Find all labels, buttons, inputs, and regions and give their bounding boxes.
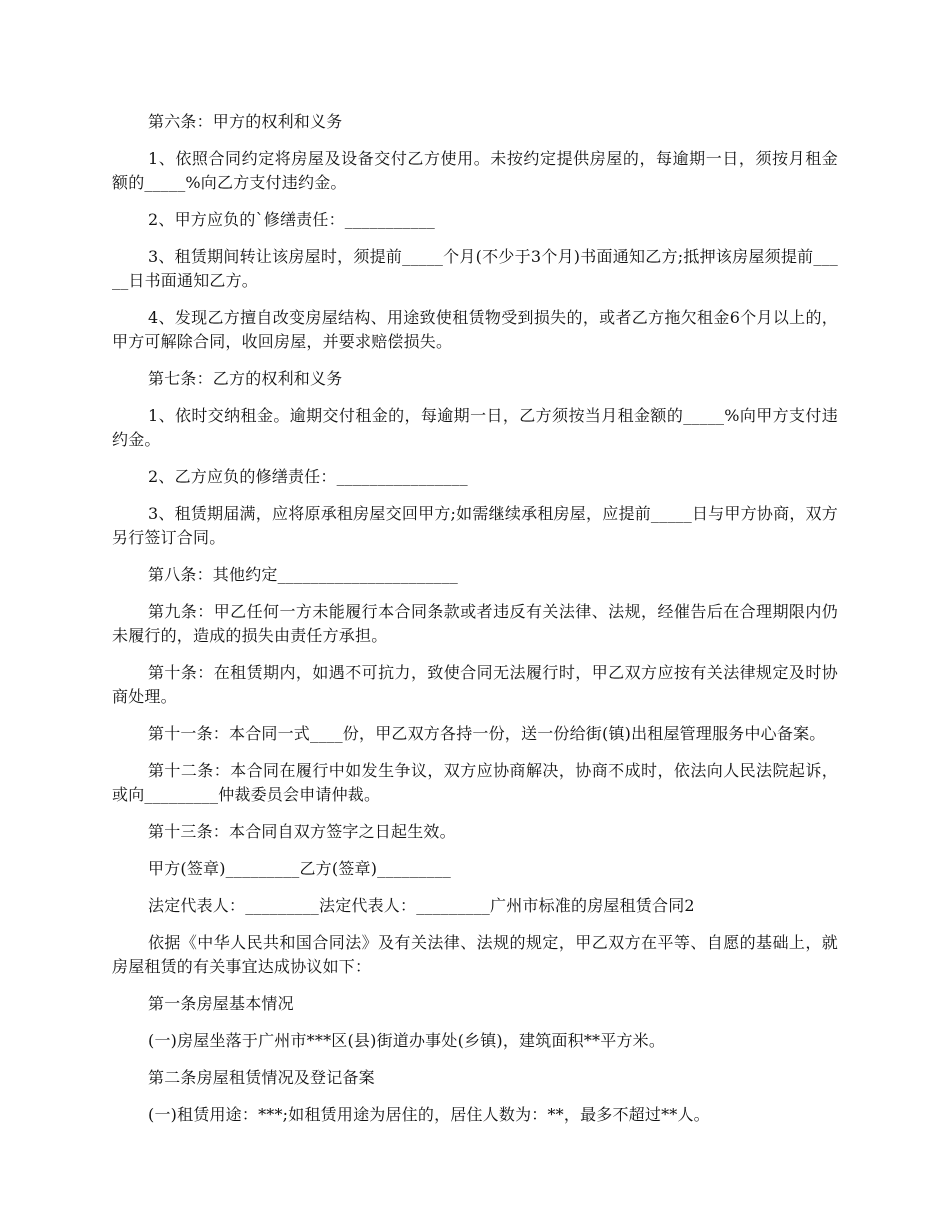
article-10: 第十条：在租赁期内，如遇不可抗力，致使合同无法履行时，甲乙双方应按有关法律规定及时协商处理。: [112, 663, 838, 706]
article-13: 第十三条：本合同自双方签字之日起生效。: [148, 822, 456, 841]
article-11: 第十一条：本合同一式____份，甲乙双方各持一份，送一份给街(镇)出租屋管理服务中心备案。: [148, 724, 826, 743]
article-7-heading: 第七条：乙方的权利和义务: [148, 369, 343, 388]
article-6-heading: 第六条：甲方的权利和义务: [148, 112, 343, 131]
article-6-clause-1: 1、依照合同约定将房屋及设备交付乙方使用。未按约定提供房屋的，每逾期一日，须按月租金额的_____%向乙方支付违约金。: [112, 149, 838, 192]
legal-representative-line: 法定代表人：_________法定代表人：_________广州市标准的房屋租赁合同2: [148, 896, 695, 915]
article-7-clause-1: 1、依时交纳租金。逾期交付租金的，每逾期一日，乙方须按当月租金额的_____%向甲方支付违约金。: [112, 406, 838, 449]
contract-preamble: 依据《中华人民共和国合同法》及有关法律、法规的规定，甲乙双方在平等、自愿的基础上，就房屋租赁的有关事宜达成协议如下：: [112, 933, 838, 976]
section-1-item-1: (一)房屋坐落于广州市***区(县)街道办事处(乡镇)，建筑面积**平方米。: [148, 1031, 666, 1050]
section-1-heading: 第一条房屋基本情况: [148, 994, 294, 1013]
article-6-clause-2: 2、甲方应负的`修缮责任：___________: [148, 210, 435, 229]
article-9: 第九条：甲乙任何一方未能履行本合同条款或者违反有关法律、法规，经催告后在合理期限内仍未履行的，造成的损失由责任方承担。: [112, 602, 838, 645]
article-6-clause-3: 3、租赁期间转让该房屋时，须提前_____个月(不少于3个月)书面通知乙方;抵押该房屋须提前_____日书面通知乙方。: [112, 247, 838, 290]
section-2-item-1: (一)租赁用途：***;如租赁用途为居住的，居住人数为：**，最多不超过**人。: [148, 1105, 710, 1124]
article-8: 第八条：其他约定______________________: [148, 565, 459, 584]
article-7-clause-2: 2、乙方应负的修缮责任：________________: [148, 467, 468, 486]
article-12: 第十二条：本合同在履行中如发生争议，双方应协商解决，协商不成时，依法向人民法院起诉，或向_________仲裁委员会申请仲裁。: [112, 761, 838, 804]
article-6-clause-4: 4、发现乙方擅自改变房屋结构、用途致使租赁物受到损失的，或者乙方拖欠租金6个月以上的，甲方可解除合同，收回房屋，并要求赔偿损失。: [112, 308, 838, 351]
article-7-clause-3: 3、租赁期届满，应将原承租房屋交回甲方;如需继续承租房屋，应提前_____日与甲方协商，双方另行签订合同。: [112, 504, 838, 547]
document-page: [112, 110, 838, 1140]
section-2-heading: 第二条房屋租赁情况及登记备案: [148, 1068, 375, 1087]
signature-line: 甲方(签章)_________乙方(签章)_________: [148, 859, 451, 878]
